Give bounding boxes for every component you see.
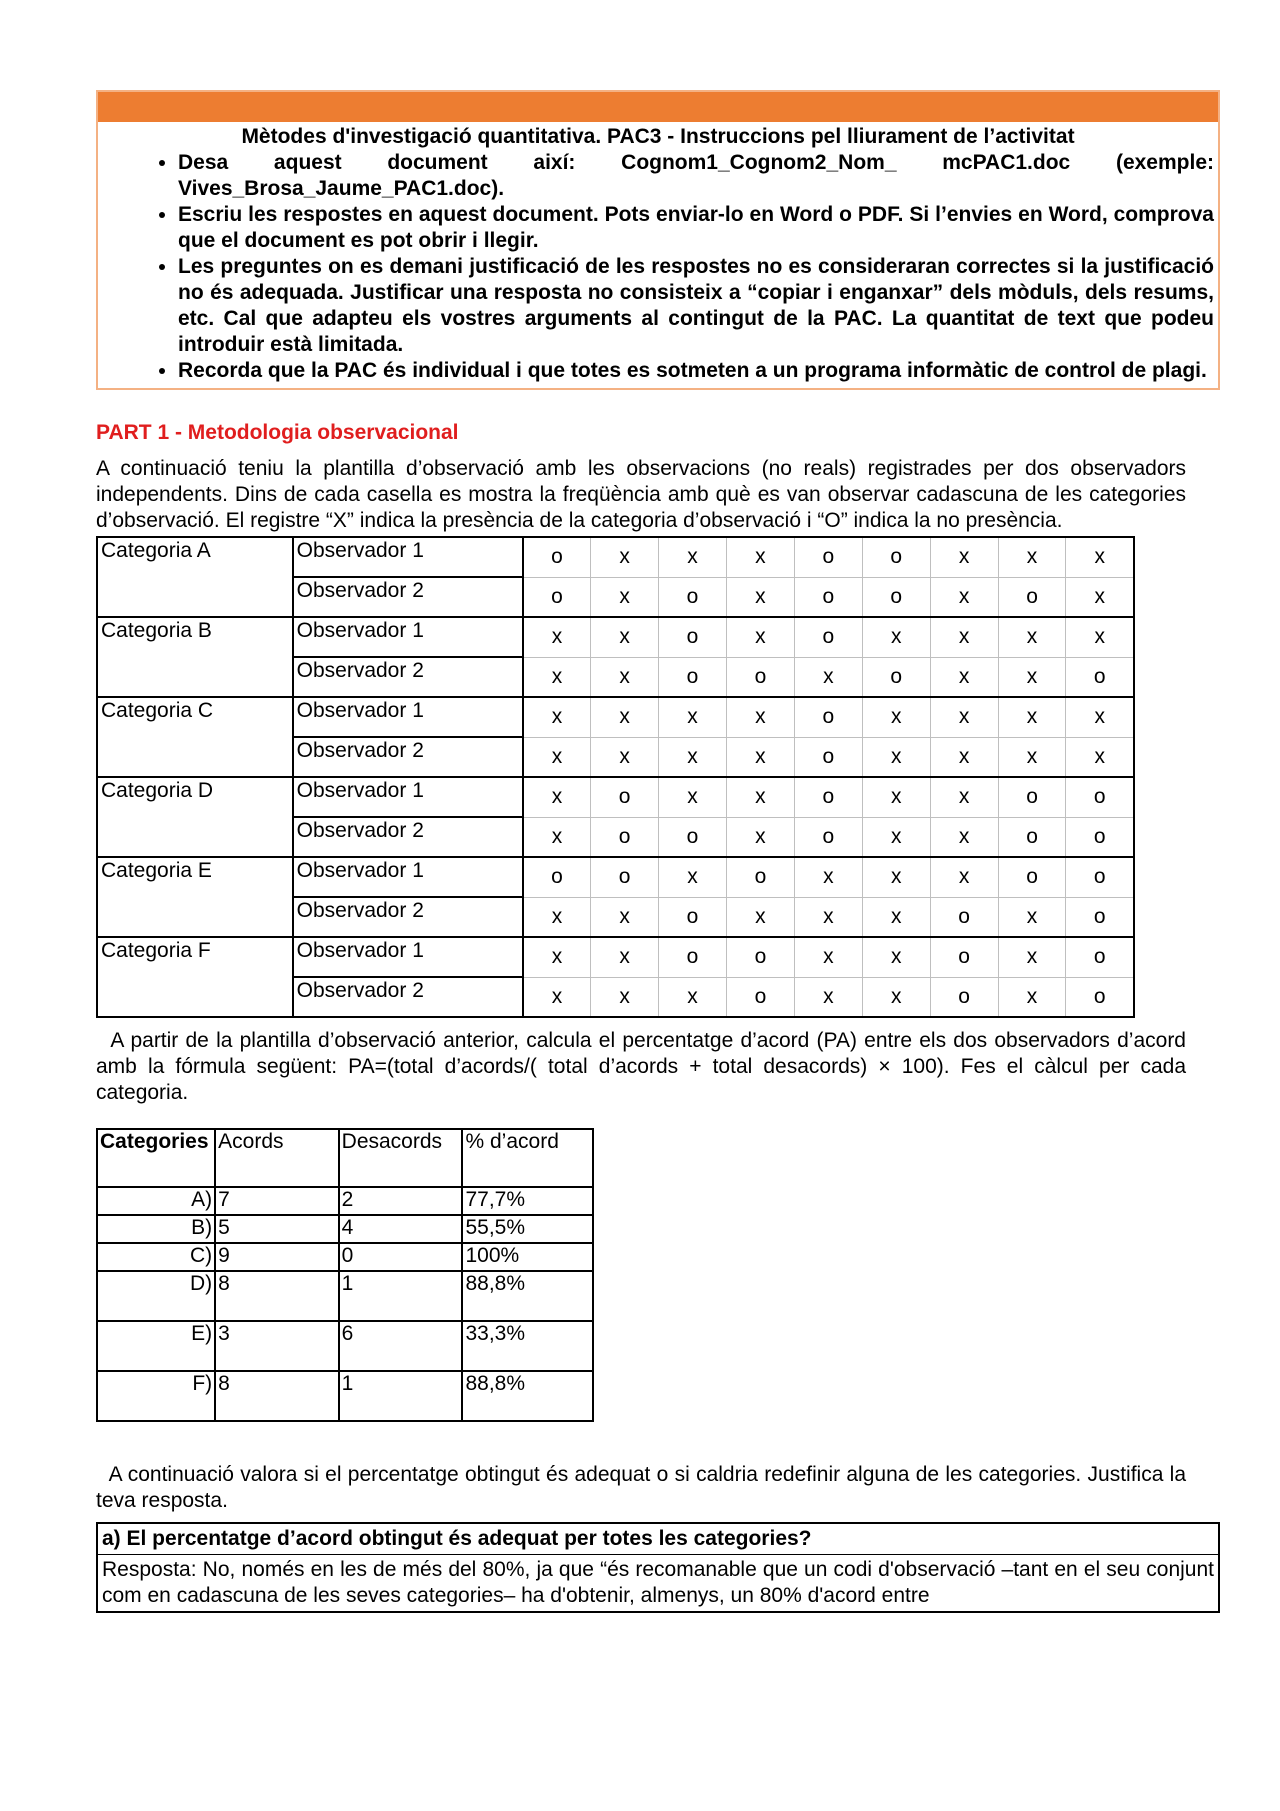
observer-cell: Observador 2	[293, 657, 523, 697]
agreement-header-row	[97, 1129, 593, 1187]
header-desacords: Desacords	[339, 1129, 463, 1187]
observation-table	[96, 536, 1135, 1018]
header-acords: Acords	[215, 1129, 339, 1187]
observer-cell: Observador 1	[293, 537, 523, 577]
observation-value: x	[862, 937, 930, 977]
observation-value: x	[998, 657, 1066, 697]
category-cell: Categoria B	[97, 617, 293, 697]
instruction-item: • Escriu les respostes en aquest document. Pots enviar-lo en Word o PDF. Si l’envies en Word, comprova que el document es pot obrir i llegir.	[178, 202, 1214, 254]
agreement-acords: 9	[215, 1243, 339, 1271]
agreement-row	[97, 1215, 593, 1243]
observation-value: x	[659, 777, 727, 817]
observation-value: o	[523, 577, 591, 617]
agreement-category: C)	[97, 1243, 215, 1271]
observation-value: x	[862, 857, 930, 897]
agreement-desacords: 2	[339, 1187, 463, 1215]
observation-value: x	[862, 697, 930, 737]
agreement-row	[97, 1187, 593, 1215]
observer-cell: Observador 1	[293, 777, 523, 817]
observation-value: o	[794, 737, 862, 777]
observation-value: o	[659, 577, 727, 617]
observation-value: x	[862, 977, 930, 1017]
agreement-category: A)	[97, 1187, 215, 1215]
agreement-table	[96, 1128, 594, 1422]
observation-value: x	[591, 537, 659, 577]
observation-value: x	[591, 577, 659, 617]
observation-value: x	[930, 857, 998, 897]
observation-value: x	[1066, 697, 1134, 737]
agreement-acords: 8	[215, 1371, 339, 1421]
part1-intro: A continuació teniu la plantilla d’observació amb les observacions (no reals) registrades per dos observadors independents. Dins de cada casella es mostra la freqüència amb què es van observar cadascuna de les categories d’observació. El registre “X” indica la presència de la categoria d’observació i “O” indica la no presència.	[96, 457, 1186, 532]
observation-value: o	[591, 857, 659, 897]
agreement-category: D)	[97, 1271, 215, 1321]
observation-value: o	[1066, 857, 1134, 897]
observation-value: x	[523, 777, 591, 817]
observation-value: x	[659, 697, 727, 737]
observation-value: x	[998, 537, 1066, 577]
observation-value: o	[1066, 777, 1134, 817]
observation-value: x	[862, 777, 930, 817]
agreement-acords: 3	[215, 1321, 339, 1371]
observation-value: o	[726, 977, 794, 1017]
observation-value: x	[591, 737, 659, 777]
category-cell: Categoria C	[97, 697, 293, 777]
observation-value: o	[930, 937, 998, 977]
observation-value: o	[794, 537, 862, 577]
observation-value: x	[794, 657, 862, 697]
agreement-category: E)	[97, 1321, 215, 1371]
observation-value: o	[523, 857, 591, 897]
observation-value: x	[930, 817, 998, 857]
observation-value: x	[794, 937, 862, 977]
observation-value: x	[930, 777, 998, 817]
observation-value: o	[659, 937, 727, 977]
observation-value: o	[1066, 657, 1134, 697]
observation-value: x	[930, 657, 998, 697]
agreement-pct: 77,7%	[462, 1187, 593, 1215]
instruction-item: • Desa aquest document així: Cognom1_Cognom2_Nom_ mcPAC1.doc (exemple: Vives_Brosa_Jaume_PAC1.doc).	[178, 150, 1214, 202]
observation-value: x	[998, 977, 1066, 1017]
observation-value: o	[794, 697, 862, 737]
observation-value: x	[726, 777, 794, 817]
observation-value: x	[1066, 737, 1134, 777]
observation-value: x	[523, 657, 591, 697]
observation-value: x	[794, 857, 862, 897]
instructions-list	[98, 150, 1218, 388]
observation-value: x	[930, 737, 998, 777]
observation-value: x	[659, 537, 727, 577]
observation-value: o	[794, 577, 862, 617]
observation-value: o	[930, 897, 998, 937]
agreement-category: F)	[97, 1371, 215, 1421]
observation-row	[97, 777, 1134, 817]
observation-value: o	[1066, 977, 1134, 1017]
observation-value: x	[862, 897, 930, 937]
observer-cell: Observador 2	[293, 817, 523, 857]
observation-value: x	[591, 697, 659, 737]
observation-row	[97, 537, 1134, 577]
observation-value: o	[862, 577, 930, 617]
observation-value: x	[726, 537, 794, 577]
observation-value: x	[998, 617, 1066, 657]
observation-value: o	[659, 657, 727, 697]
observation-row	[97, 937, 1134, 977]
observation-value: o	[591, 777, 659, 817]
agreement-row	[97, 1271, 593, 1321]
observation-value: o	[1066, 937, 1134, 977]
document-page	[96, 90, 1220, 1613]
observation-value: x	[591, 937, 659, 977]
observation-value: o	[659, 617, 727, 657]
observation-value: o	[862, 657, 930, 697]
observation-value: o	[523, 537, 591, 577]
agreement-desacords: 6	[339, 1321, 463, 1371]
agreement-row	[97, 1371, 593, 1421]
observer-cell: Observador 1	[293, 937, 523, 977]
observer-cell: Observador 2	[293, 897, 523, 937]
instructions-title: Mètodes d'investigació quantitativa. PAC3 - Instruccions pel lliurament de l’activitat	[241, 125, 1075, 148]
observation-value: x	[930, 697, 998, 737]
observation-value: x	[794, 897, 862, 937]
agreement-desacords: 1	[339, 1271, 463, 1321]
observation-value: x	[523, 937, 591, 977]
pa-intro: A partir de la plantilla d’observació anterior, calcula el percentatge d’acord (PA) entre els dos observadors d’acord amb la fórmula següent: PA=(total d’acords/( total d’acords + total desacords) × 100). Fes el càlcul per cada categoria.	[96, 1029, 1192, 1104]
answer-a: Resposta: No, només en les de més del 80%, ja que “és recomanable que un codi d'observació –tant en el seu conjunt com en cadascuna de les seves categories– ha d'obtenir, almenys, un 80% d'acord entre	[102, 1558, 1214, 1607]
observation-value: x	[523, 977, 591, 1017]
agreement-acords: 7	[215, 1187, 339, 1215]
agreement-acords: 8	[215, 1271, 339, 1321]
observation-row	[97, 857, 1134, 897]
observation-value: x	[726, 897, 794, 937]
observation-value: x	[930, 537, 998, 577]
agreement-pct: 55,5%	[462, 1215, 593, 1243]
observation-value: o	[726, 657, 794, 697]
agreement-pct: 100%	[462, 1243, 593, 1271]
observation-value: x	[523, 697, 591, 737]
observation-value: o	[659, 897, 727, 937]
observation-value: x	[1066, 617, 1134, 657]
observation-value: x	[726, 817, 794, 857]
observation-value: x	[998, 897, 1066, 937]
category-cell: Categoria E	[97, 857, 293, 937]
observation-value: o	[794, 777, 862, 817]
observer-cell: Observador 2	[293, 977, 523, 1017]
observer-cell: Observador 2	[293, 577, 523, 617]
agreement-pct: 88,8%	[462, 1271, 593, 1321]
observation-value: x	[523, 897, 591, 937]
question-a: a) El percentatge d’acord obtingut és adequat per totes les categories?	[98, 1524, 1218, 1555]
observation-row	[97, 697, 1134, 737]
observation-value: x	[998, 937, 1066, 977]
observation-value: x	[930, 577, 998, 617]
agreement-desacords: 0	[339, 1243, 463, 1271]
observation-value: o	[998, 817, 1066, 857]
observation-value: x	[998, 697, 1066, 737]
observation-value: o	[998, 777, 1066, 817]
header-pct: % d’acord	[462, 1129, 593, 1187]
observation-value: o	[998, 857, 1066, 897]
category-cell: Categoria A	[97, 537, 293, 617]
observation-value: x	[659, 857, 727, 897]
observation-value: x	[523, 817, 591, 857]
observation-value: x	[862, 617, 930, 657]
observation-value: o	[794, 617, 862, 657]
observation-value: o	[998, 577, 1066, 617]
header-categories: Categories	[97, 1129, 215, 1187]
valora-intro: A continuació valora si el percentatge obtingut és adequat o si caldria redefinir alguna de les categories. Justifica la teva resposta.	[96, 1463, 1192, 1512]
agreement-desacords: 1	[339, 1371, 463, 1421]
observation-value: o	[930, 977, 998, 1017]
observation-value: x	[726, 697, 794, 737]
observation-value: o	[862, 537, 930, 577]
observation-value: x	[1066, 577, 1134, 617]
observation-value: o	[1066, 897, 1134, 937]
agreement-row	[97, 1321, 593, 1371]
observation-value: x	[591, 617, 659, 657]
observation-value: x	[523, 737, 591, 777]
agreement-pct: 88,8%	[462, 1371, 593, 1421]
observation-value: o	[1066, 817, 1134, 857]
instruction-item: • Les preguntes on es demani justificació de les respostes no es consideraran correctes si la justificació no és adequada. Justificar una resposta no consisteix a “copiar i enganxar” dels mòduls, dels resums, etc. Cal que adapteu els vostres arguments al contingut de la PAC. La quantitat de text que podeu introduir està limitada.	[178, 254, 1214, 358]
observation-value: x	[998, 737, 1066, 777]
agreement-category: B)	[97, 1215, 215, 1243]
answer-box	[96, 1522, 1220, 1613]
observation-value: o	[726, 937, 794, 977]
observation-value: x	[726, 617, 794, 657]
observation-value: x	[591, 897, 659, 937]
observation-value: x	[862, 737, 930, 777]
agreement-row	[97, 1243, 593, 1271]
observer-cell: Observador 1	[293, 697, 523, 737]
observation-value: x	[930, 617, 998, 657]
observer-cell: Observador 1	[293, 857, 523, 897]
agreement-acords: 5	[215, 1215, 339, 1243]
observation-row	[97, 617, 1134, 657]
agreement-desacords: 4	[339, 1215, 463, 1243]
observation-value: x	[794, 977, 862, 1017]
instruction-item: • Recorda que la PAC és individual i que totes es sotmeten a un programa informàtic de control de plagi.	[178, 358, 1214, 384]
part1-title: PART 1 - Metodologia observacional	[96, 421, 459, 444]
observation-value: x	[591, 657, 659, 697]
category-cell: Categoria D	[97, 777, 293, 857]
category-cell: Categoria F	[97, 937, 293, 1017]
observation-value: x	[659, 737, 727, 777]
observation-value: x	[726, 577, 794, 617]
observation-value: o	[591, 817, 659, 857]
observation-value: x	[1066, 537, 1134, 577]
observation-value: o	[794, 817, 862, 857]
observer-cell: Observador 2	[293, 737, 523, 777]
observation-value: x	[659, 977, 727, 1017]
observation-value: o	[659, 817, 727, 857]
observation-value: x	[591, 977, 659, 1017]
observation-value: x	[523, 617, 591, 657]
instructions-box	[96, 90, 1220, 390]
observer-cell: Observador 1	[293, 617, 523, 657]
agreement-pct: 33,3%	[462, 1321, 593, 1371]
observation-value: o	[726, 857, 794, 897]
observation-value: x	[726, 737, 794, 777]
observation-value: x	[862, 817, 930, 857]
instructions-header-bar	[98, 92, 1218, 122]
